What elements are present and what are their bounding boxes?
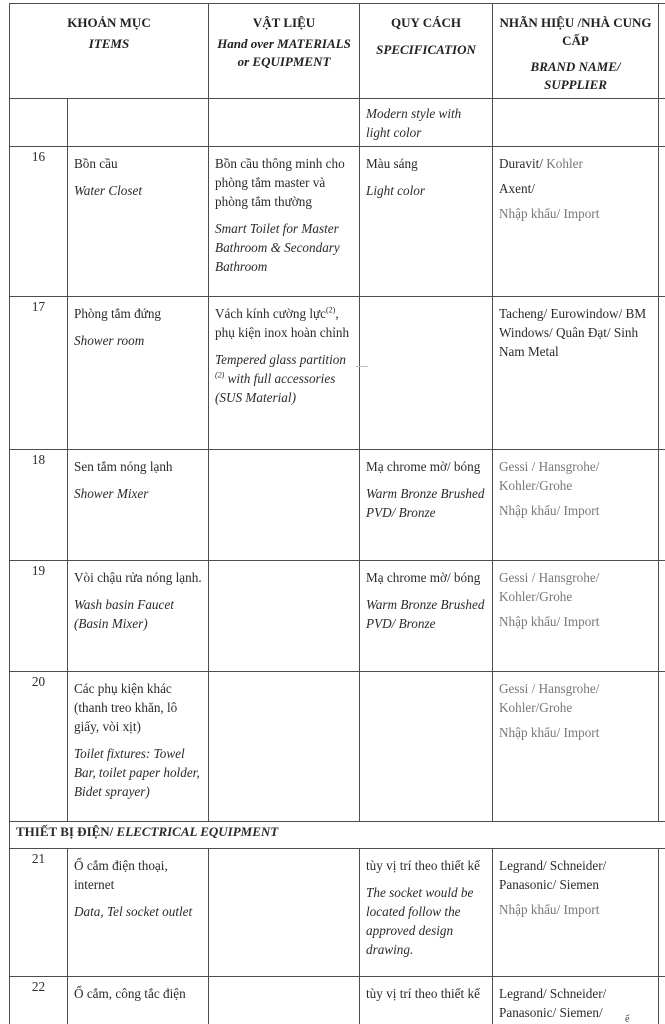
spec-en: Warm Bronze Brushed PVD/ Bronze — [366, 597, 485, 631]
item-en: Data, Tel socket outlet — [74, 904, 193, 919]
brand-cell — [493, 450, 659, 561]
material-cell — [209, 977, 360, 1024]
material-cell — [209, 450, 360, 561]
brand-cell — [493, 977, 659, 1024]
item-cell — [68, 297, 209, 450]
brand-cell — [493, 147, 659, 297]
spec-cell — [360, 147, 493, 297]
spec-cell — [360, 297, 493, 450]
item-cell — [68, 977, 209, 1024]
row-number: 22 — [10, 977, 68, 1024]
header-brand — [493, 4, 659, 99]
material-vi: Vách kính cường lực$^{(2)}$, phụ kiện inox hoàn chỉnh — [215, 305, 350, 340]
brand-name: Gessi / Hansgrohe/ Kohler/Grohe — [499, 459, 600, 493]
spec-cell — [360, 561, 493, 672]
brand-name: Axent/ — [499, 181, 535, 196]
spec-vi: tùy vị trí theo thiết kế — [366, 858, 480, 873]
header-spec-en: SPECIFICATION — [376, 42, 476, 57]
row-number: 21 — [10, 849, 68, 977]
brand-name: Kohler — [546, 156, 583, 171]
table-row — [10, 561, 665, 672]
item-en: Toilet fixtures: Towel Bar, toilet paper holder, Bidet sprayer) — [74, 746, 200, 799]
header-brand-vi: NHÃN HIỆU /NHÀ CUNG CẤP — [499, 15, 652, 48]
header-spec — [360, 4, 493, 99]
spec-en: Warm Bronze Brushed PVD/ Bronze — [366, 486, 485, 520]
item-en: Shower Mixer — [74, 486, 149, 501]
table-row — [10, 977, 665, 1024]
header-items-vi: KHOẢN MỤC — [67, 15, 151, 30]
material-en: Smart Toilet for Master Bathroom & Secondary Bathroom — [215, 221, 340, 274]
brand-name: Gessi / Hansgrohe/ Kohler/Grohe — [499, 570, 600, 604]
continued-row — [10, 99, 665, 147]
row-number: 19 — [10, 561, 68, 672]
spec-cell — [360, 977, 493, 1024]
row-number: 18 — [10, 450, 68, 561]
material-cell — [209, 297, 360, 450]
table-row — [10, 672, 665, 822]
brand-name: Legrand/ Schneider/ Panasonic/ Siemen — [499, 858, 607, 892]
spec-cell — [360, 450, 493, 561]
scan-mark — [356, 366, 368, 367]
item-vi: Vòi chậu rửa nóng lạnh. — [74, 570, 202, 585]
table-row — [10, 147, 665, 297]
item-cell — [68, 672, 209, 822]
material-vi: Bồn cầu thông minh cho phòng tắm master và phòng tắm thường — [215, 156, 345, 209]
spec-vi: Màu sáng — [366, 156, 418, 171]
header-row — [10, 4, 665, 99]
row-number: 16 — [10, 147, 68, 297]
footnote-ref: (2) — [326, 305, 336, 315]
brand-name: Legrand/ Schneider/ Panasonic/ Siemen/ — [499, 986, 607, 1020]
item-cell — [68, 561, 209, 672]
spec-en: The socket would be located follow the approved design drawing. — [366, 885, 474, 957]
spec-vi: Mạ chrome mờ/ bóng — [366, 570, 481, 585]
item-en: Water Closet — [74, 183, 143, 198]
item-en: Shower room — [74, 333, 145, 348]
brand-origin: Nhập khẩu/ Import — [499, 614, 600, 629]
section-title-vi: THIẾT BỊ ĐIỆN/ — [16, 824, 114, 839]
item-cell — [68, 849, 209, 977]
cont-spec-en: Modern style with light color — [366, 106, 462, 140]
material-cell — [209, 147, 360, 297]
brand-cell — [493, 561, 659, 672]
spec-vi: Mạ chrome mờ/ bóng — [366, 459, 481, 474]
row-number: 20 — [10, 672, 68, 822]
material-en: Tempered glass partition $^{(2)}$ with full accessories (SUS Material) — [215, 352, 346, 405]
brand-origin: Nhập khẩu/ Import — [499, 725, 600, 740]
table-row — [10, 297, 665, 450]
table-row — [10, 849, 665, 977]
cont-spec — [360, 99, 493, 147]
brand-name: Tacheng/ Eurowindow/ BM Windows/ Quân Đạt/ Sinh Nam Metal — [499, 306, 647, 359]
material-cell — [209, 849, 360, 977]
brand-origin: Nhập khẩu/ Import — [499, 206, 600, 221]
header-materials-vi: VẬT LIỆU — [252, 15, 316, 30]
spec-en: Light color — [366, 183, 425, 198]
item-cell — [68, 147, 209, 297]
material-cell — [209, 561, 360, 672]
brand-cell — [493, 672, 659, 822]
page-corner-mark: ế — [625, 1014, 630, 1024]
brand-name: Duravit/ — [499, 156, 543, 171]
item-vi: Ổ cắm điện thoại, internet — [74, 858, 168, 892]
specification-table — [9, 3, 665, 1024]
section-title — [10, 822, 665, 849]
brand-cell — [493, 297, 659, 450]
row-number: 17 — [10, 297, 68, 450]
item-vi: Sen tắm nóng lạnh — [74, 459, 173, 474]
spec-vi: tùy vị trí theo thiết kế — [366, 986, 480, 1001]
spec-cell — [360, 672, 493, 822]
item-vi: Các phụ kiện khác (thanh treo khăn, lô giấy, vòi xịt) — [74, 681, 178, 734]
section-title-en: ELECTRICAL EQUIPMENT — [113, 824, 279, 839]
header-brand-en: BRAND NAME/ SUPPLIER — [530, 59, 621, 92]
header-materials — [209, 4, 360, 99]
header-extra — [659, 4, 665, 99]
brand-cell — [493, 849, 659, 977]
item-vi: Bồn cầu — [74, 156, 118, 171]
material-cell — [209, 672, 360, 822]
header-items — [10, 4, 209, 99]
brand-origin: Nhập khẩu/ Import — [499, 902, 600, 917]
item-vi: Phòng tắm đứng — [74, 306, 162, 321]
item-cell — [68, 450, 209, 561]
spec-cell — [360, 849, 493, 977]
header-materials-en: Hand over MATERIALS or EQUIPMENT — [217, 36, 351, 69]
brand-name: Gessi / Hansgrohe/ Kohler/Grohe — [499, 681, 600, 715]
table-row — [10, 450, 665, 561]
header-items-en: ITEMS — [88, 36, 130, 51]
section-header-row — [10, 822, 665, 849]
item-vi: Ổ cắm, công tắc điện — [74, 986, 186, 1001]
footnote-ref: (2) — [215, 370, 225, 380]
brand-origin: Nhập khẩu/ Import — [499, 503, 600, 518]
item-en: Wash basin Faucet (Basin Mixer) — [74, 597, 174, 631]
header-spec-vi: QUY CÁCH — [391, 15, 461, 30]
